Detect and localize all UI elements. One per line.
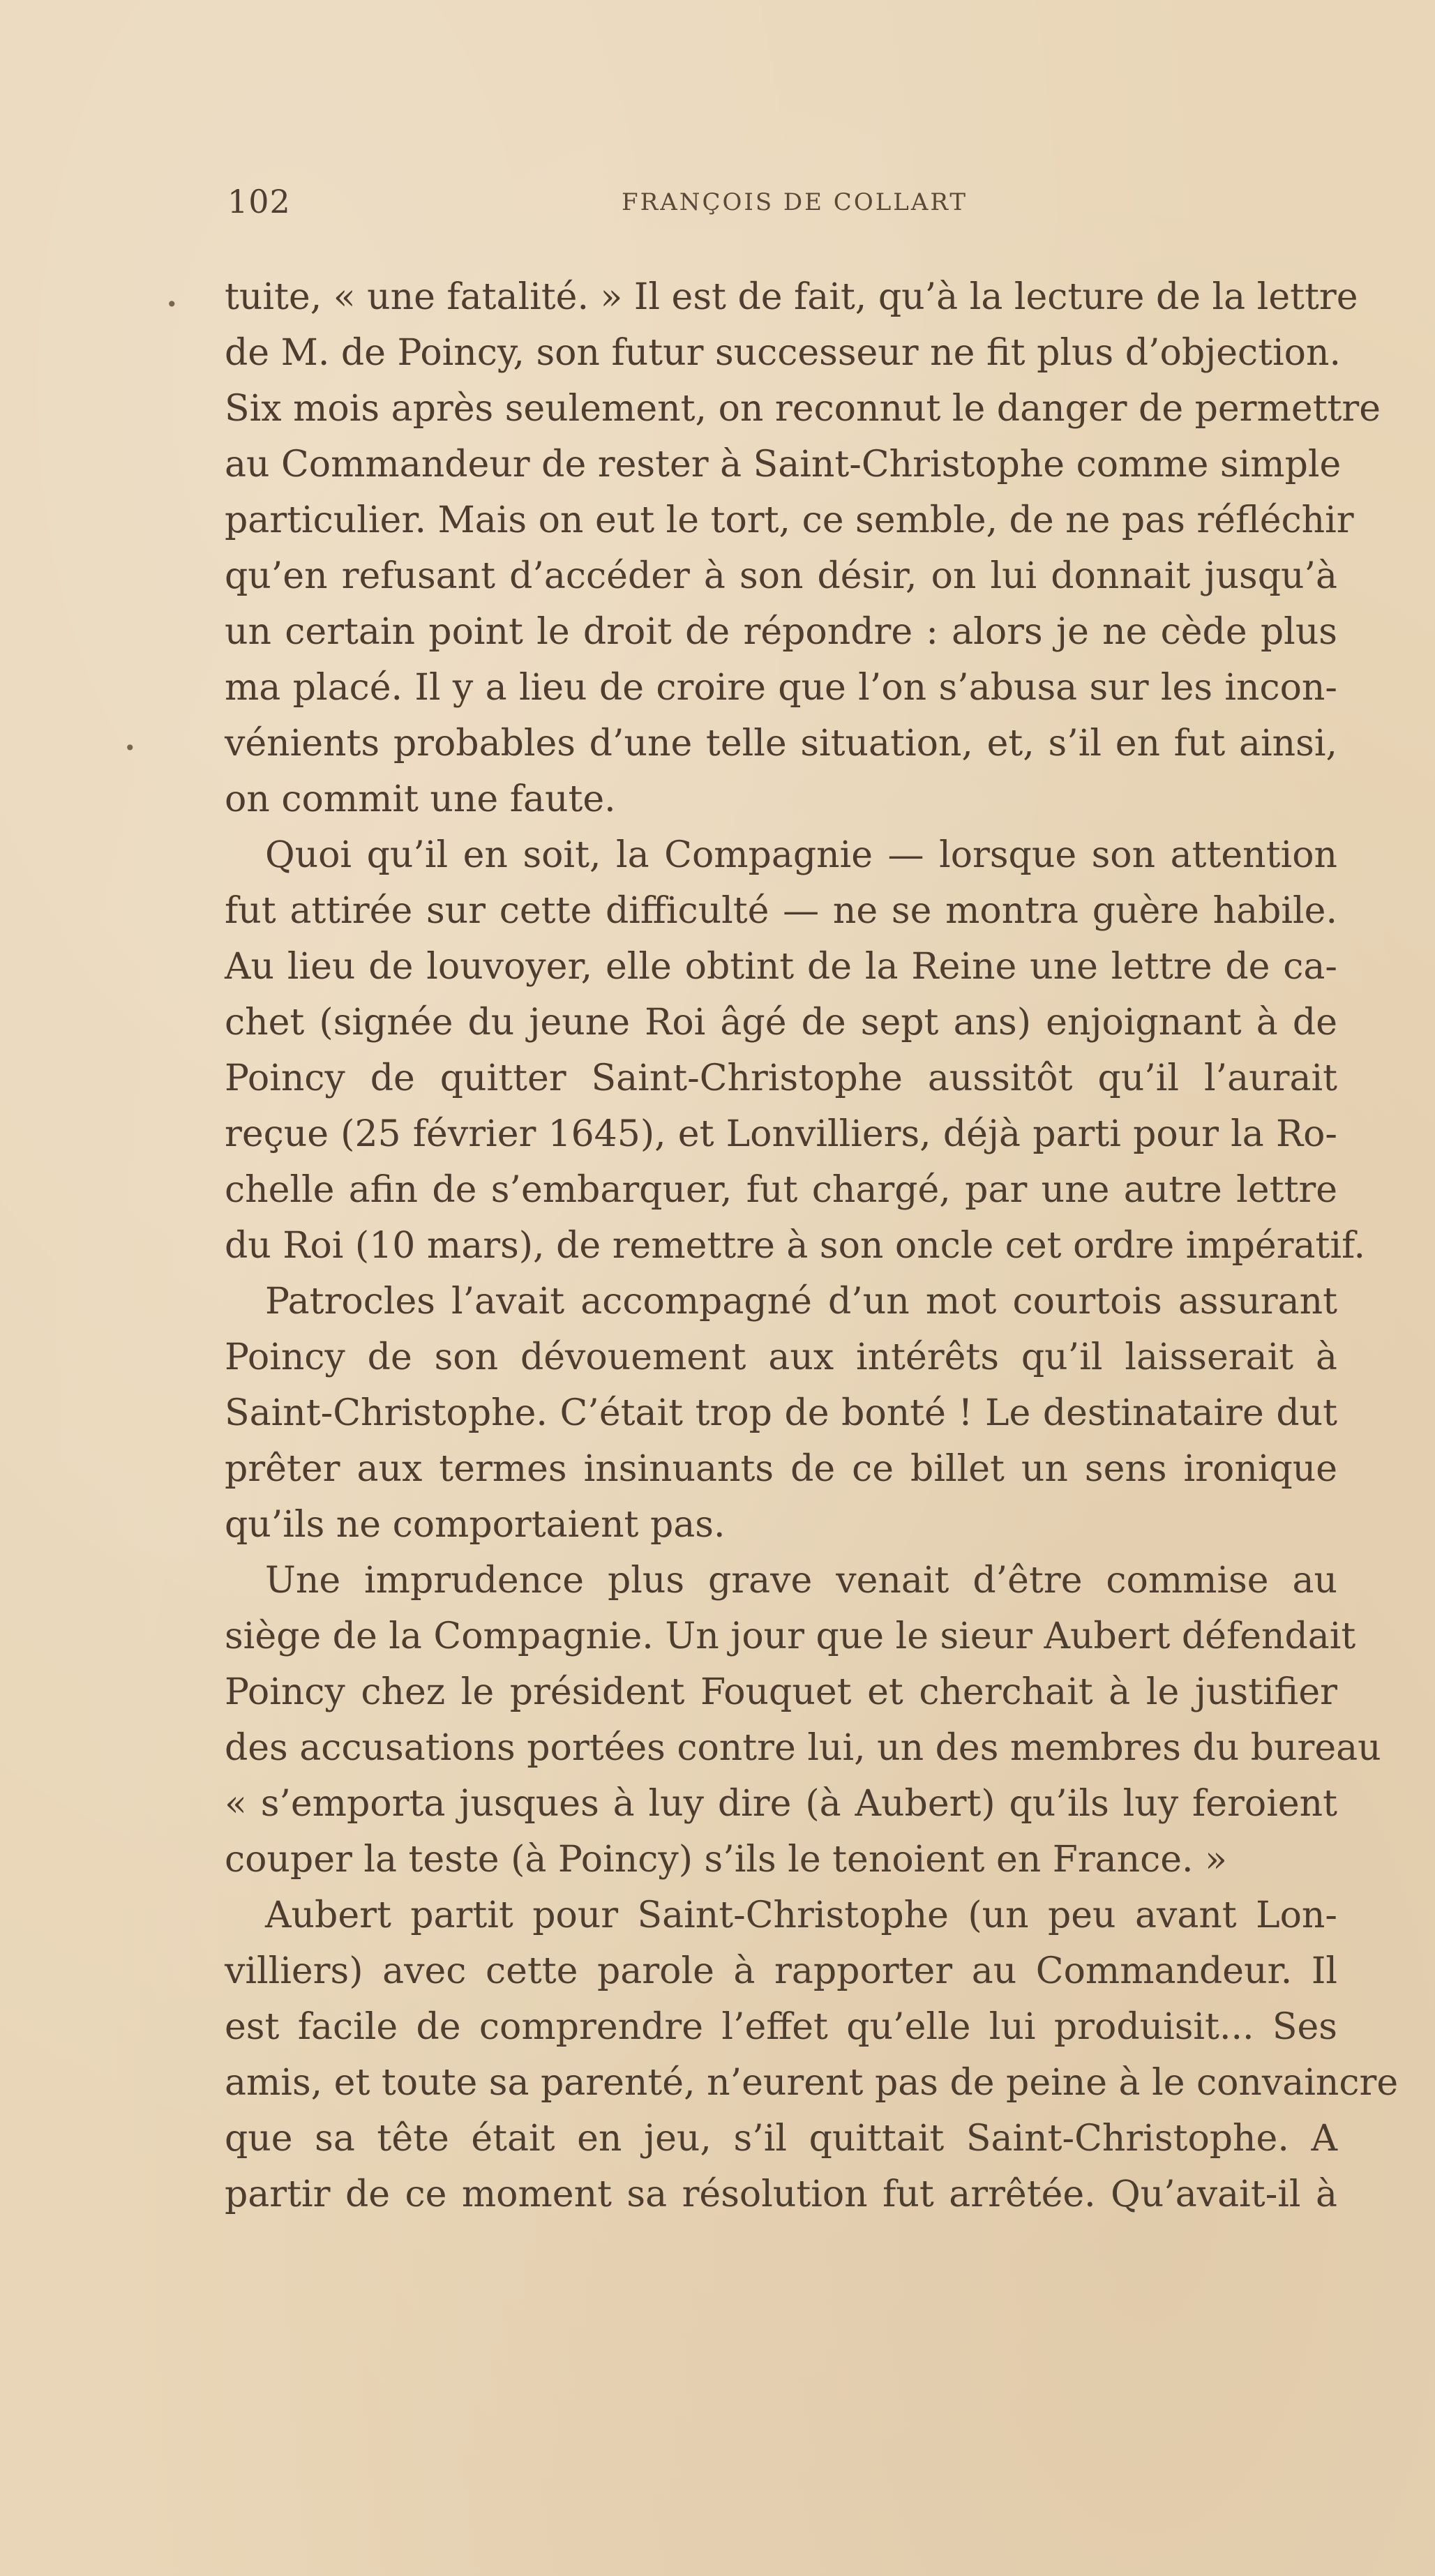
margin-mark: • xyxy=(166,293,178,316)
text-line: particulier. Mais on eut le tort, ce semble, de ne pas réfléchir xyxy=(225,499,1354,541)
text-line: du Roi (10 mars), de remettre à son oncle cet ordre impératif. xyxy=(225,1225,1366,1267)
text-line: Quoi qu’il en soit, la Compagnie — lorsque son attention xyxy=(265,834,1337,876)
text-line: que sa tête était en jeu, s’il quittait Saint-Christophe. A xyxy=(225,2118,1337,2160)
text-line: des accusations portées contre lui, un des membres du bureau xyxy=(225,1727,1381,1769)
text-line: couper la teste (à Poincy) s’ils le tenoient en France. » xyxy=(225,1839,1227,1881)
text-line: « s’emporta jusques à luy dire (à Aubert) qu’ils luy feroient xyxy=(225,1783,1337,1825)
text-line: fut attirée sur cette difficulté — ne se montra guère habile. xyxy=(225,890,1337,932)
text-line: ma placé. Il y a lieu de croire que l’on s’abusa sur les incon- xyxy=(225,667,1337,709)
text-line: tuite, « une fatalité. » Il est de fait, qu’à la lecture de la lettre xyxy=(225,276,1358,318)
text-line: qu’en refusant d’accéder à son désir, on lui donnait jusqu’à xyxy=(225,555,1337,597)
text-line: prêter aux termes insinuants de ce billet un sens ironique xyxy=(225,1448,1337,1490)
text-line: Aubert partit pour Saint-Christophe (un peu avant Lon- xyxy=(265,1895,1337,1936)
text-line: chelle afin de s’embarquer, fut chargé, par une autre lettre xyxy=(225,1169,1337,1211)
text-line: on commit une faute. xyxy=(225,778,616,820)
text-line: Au lieu de louvoyer, elle obtint de la Reine une lettre de ca- xyxy=(225,946,1337,988)
text-line: siège de la Compagnie. Un jour que le sieur Aubert défendait xyxy=(225,1615,1356,1657)
text-line: au Commandeur de rester à Saint-Christophe comme simple xyxy=(225,444,1342,485)
page-header xyxy=(227,183,974,225)
text-line: Poincy de son dévouement aux intérêts qu’il laisserait à xyxy=(225,1336,1337,1378)
body-text xyxy=(225,269,1399,2222)
text-line: chet (signée du jeune Roi âgé de sept ans) enjoignant à de xyxy=(225,1002,1337,1044)
page-number: 102 xyxy=(227,183,291,220)
text-line: Poincy chez le président Fouquet et cherchait à le justifier xyxy=(225,1671,1337,1713)
text-line: un certain point le droit de répondre : alors je ne cède plus xyxy=(225,611,1337,653)
text-line: reçue (25 février 1645), et Lonvilliers, déjà parti pour la Ro- xyxy=(225,1113,1337,1155)
text-line: de M. de Poincy, son futur successeur ne fit plus d’objection. xyxy=(225,332,1341,374)
text-line: Six mois après seulement, on reconnut le danger de permettre xyxy=(225,388,1381,430)
text-line: partir de ce moment sa résolution fut arrêtée. Qu’avait-il à xyxy=(225,2174,1337,2215)
text-line: villiers) avec cette parole à rapporter au Commandeur. Il xyxy=(225,1950,1337,1992)
margin-mark: • xyxy=(124,737,136,760)
text-line: Patrocles l’avait accompagné d’un mot courtois assurant xyxy=(265,1281,1337,1323)
text-line: amis, et toute sa parenté, n’eurent pas de peine à le convaincre xyxy=(225,2062,1399,2104)
text-line: Une imprudence plus grave venait d’être commise au xyxy=(265,1560,1337,1602)
text-line: qu’ils ne comportaient pas. xyxy=(225,1504,726,1546)
text-line: vénients probables d’une telle situation, et, s’il en fut ainsi, xyxy=(225,723,1337,764)
running-head: FRANÇOIS DE COLLART xyxy=(622,188,968,216)
text-line: Poincy de quitter Saint-Christophe aussitôt qu’il l’aurait xyxy=(225,1057,1337,1099)
text-line: Saint-Christophe. C’était trop de bonté ! Le destinataire dut xyxy=(225,1392,1337,1434)
text-line: est facile de comprendre l’effet qu’elle lui produisit... Ses xyxy=(225,2006,1337,2048)
